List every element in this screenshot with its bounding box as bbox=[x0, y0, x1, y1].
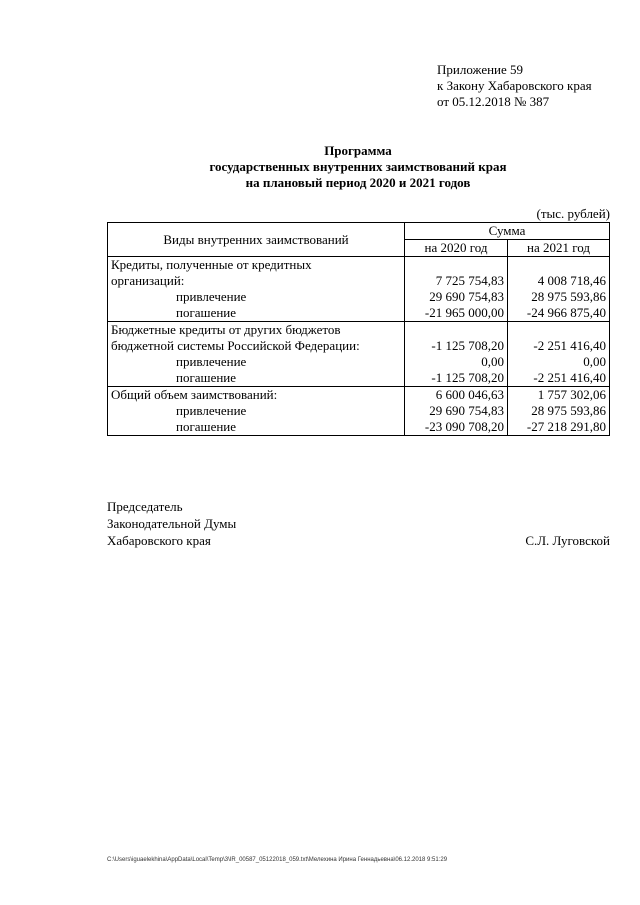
block-2021-values bbox=[508, 257, 610, 322]
block-2021-values bbox=[508, 322, 610, 387]
total-2021: 1 757 302,06 bbox=[537, 387, 606, 402]
header-2021: на 2021 год bbox=[508, 240, 610, 257]
value-2020: -21 965 000,00 bbox=[424, 305, 504, 320]
block-title: организаций: bbox=[111, 273, 185, 288]
row-label: привлечение bbox=[176, 403, 247, 418]
value-2021: -24 966 875,40 bbox=[526, 305, 606, 320]
block-title: Бюджетные кредиты от других бюджетов bbox=[111, 322, 341, 337]
signature-position: Председатель bbox=[107, 499, 183, 514]
table-header-row bbox=[108, 223, 610, 240]
units-label: (тыс. рублей) bbox=[536, 206, 610, 221]
header-borrowing-types: Виды внутренних заимствований bbox=[108, 223, 405, 257]
table-row bbox=[108, 322, 610, 387]
block-labels bbox=[108, 322, 405, 387]
block-title: бюджетной системы Российской Федерации: bbox=[111, 338, 360, 353]
title-line-2: государственных внутренних заимствований края bbox=[209, 159, 507, 174]
value-2021: -2 251 416,40 bbox=[533, 370, 606, 385]
total-2021: 4 008 718,46 bbox=[537, 273, 606, 288]
value-2021: 28 975 593,86 bbox=[531, 289, 606, 304]
appendix-date: от 05.12.2018 № 387 bbox=[437, 94, 550, 109]
block-labels bbox=[108, 387, 405, 436]
signature-organization: Законодательной Думы bbox=[107, 516, 237, 531]
title-line-1: Программа bbox=[324, 143, 392, 158]
signatory-name: С.Л. Луговской bbox=[525, 533, 610, 548]
appendix-number: Приложение 59 bbox=[437, 62, 524, 77]
block-labels bbox=[108, 257, 405, 322]
file-path-footer: C:\Users\iguaelekhina\AppData\Local\Temp\3\IR_00587_05122018_059.txt\Мелехина Ирина Геннадьевна\06.12.2018 9:51:29 bbox=[107, 857, 448, 863]
block-2020-values bbox=[405, 322, 508, 387]
row-label: погашение bbox=[176, 419, 237, 434]
signature-block bbox=[107, 498, 610, 549]
total-2020: -1 125 708,20 bbox=[431, 338, 504, 353]
row-label: привлечение bbox=[176, 289, 247, 304]
title-line-3: на плановый период 2020 и 2021 годов bbox=[245, 175, 471, 190]
table-row bbox=[108, 387, 610, 436]
value-2021: -27 218 291,80 bbox=[526, 419, 606, 434]
value-2020: -23 090 708,20 bbox=[424, 419, 504, 434]
header-sum: Сумма bbox=[405, 223, 610, 240]
signature-region: Хабаровского края bbox=[107, 533, 211, 548]
value-2020: 29 690 754,83 bbox=[429, 289, 504, 304]
row-label: привлечение bbox=[176, 354, 247, 369]
value-2020: -1 125 708,20 bbox=[431, 370, 504, 385]
table-row bbox=[108, 257, 610, 322]
block-2020-values bbox=[405, 387, 508, 436]
block-2020-values bbox=[405, 257, 508, 322]
block-2021-values bbox=[508, 387, 610, 436]
appendix-law: к Закону Хабаровского края bbox=[437, 78, 592, 93]
header-2020: на 2020 год bbox=[405, 240, 508, 257]
total-2020: 6 600 046,63 bbox=[435, 387, 504, 402]
value-2021: 28 975 593,86 bbox=[531, 403, 606, 418]
value-2020: 0,00 bbox=[481, 354, 504, 369]
total-2021: -2 251 416,40 bbox=[533, 338, 606, 353]
document-title bbox=[0, 143, 640, 191]
block-title: Общий объем заимствований: bbox=[111, 387, 278, 402]
row-label: погашение bbox=[176, 305, 237, 320]
value-2020: 29 690 754,83 bbox=[429, 403, 504, 418]
total-2020: 7 725 754,83 bbox=[435, 273, 504, 288]
appendix-header bbox=[437, 62, 592, 110]
block-title: Кредиты, полученные от кредитных bbox=[111, 257, 312, 272]
row-label: погашение bbox=[176, 370, 237, 385]
value-2021: 0,00 bbox=[583, 354, 606, 369]
borrowings-table bbox=[107, 222, 610, 436]
